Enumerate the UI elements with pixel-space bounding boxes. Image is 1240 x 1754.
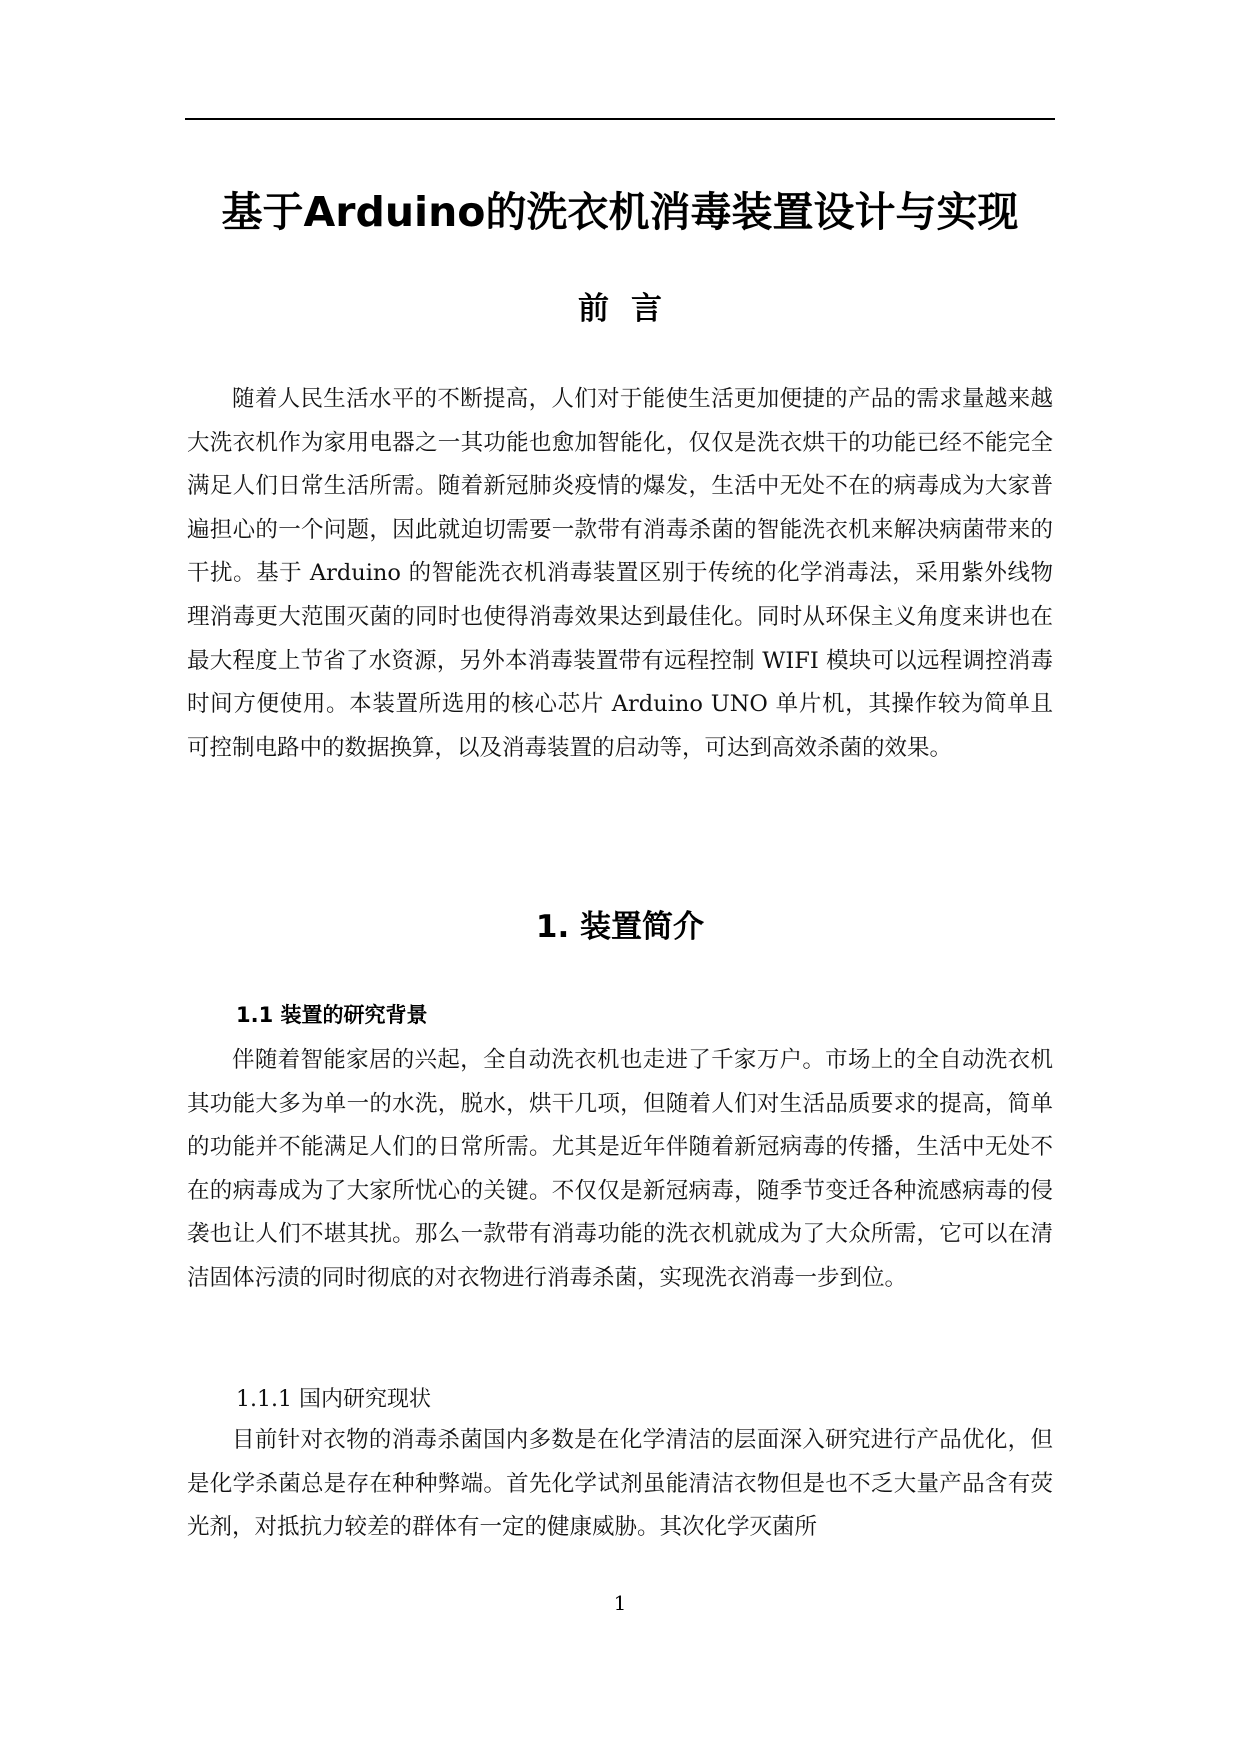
page-number: 1 xyxy=(613,1591,627,1615)
preface-body xyxy=(187,378,1053,770)
domestic-status-paragraph: 目前针对衣物的消毒杀菌国内多数是在化学清洁的层面深入研究进行产品优化，但是化学杀菌总是存在种种弊端。首先化学试剂虽能清洁衣物但是也不乏大量产品含有荧光剂，对抵抗力较差的群体有一定的健康威胁。其次化学灭菌所 xyxy=(187,1427,1053,1541)
background-paragraph: 伴随着智能家居的兴起，全自动洗衣机也走进了千家万户。市场上的全自动洗衣机其功能大多为单一的水洗，脱水，烘干几项，但随着人们对生活品质要求的提高，简单的功能并不能满足人们的日常所需。尤其是近年伴随着新冠病毒的传播，生活中无处不在的病毒成为了大家所忧心的关键。不仅仅是新冠病毒，随季节变迁各种流感病毒的侵袭也让人们不堪其扰。那么一款带有消毒功能的洗衣机就成为了大众所需，它可以在清洁固体污渍的同时彻底的对衣物进行消毒杀菌，实现洗衣消毒一步到位。 xyxy=(187,1047,1053,1291)
subsection-heading-background: 1.1 装置的研究背景 xyxy=(236,1003,428,1027)
background-body xyxy=(187,1039,1053,1301)
preface-paragraph: 随着人民生活水平的不断提高，人们对于能使生活更加便捷的产品的需求量越来越大洗衣机作为家用电器之一其功能也愈加智能化，仅仅是洗衣烘干的功能已经不能完全满足人们日常生活所需。随着新冠肺炎疫情的爆发，生活中无处不在的病毒成为大家普遍担心的一个问题，因此就迫切需要一款带有消毒杀菌的智能洗衣机来解决病菌带来的干扰。基于 Arduino 的智能洗衣机消毒装置区别于传统的化学消毒法，采用紫外线物理消毒更大范围灭菌的同时也使得消毒效果达到最佳化。同时从环保主义角度来讲也在最大程度上节省了水资源，另外本消毒装置带有远程控制 WIFI 模块可以远程调控消毒时间方便使用。本装置所选用的核心芯片 Arduino UNO 单片机，其操作较为简单且可控制电路中的数据换算，以及消毒装置的启动等，可达到高效杀菌的效果。 xyxy=(187,386,1053,761)
section-heading-introduction: 1. 装置简介 xyxy=(535,909,705,945)
document-title: 基于Arduino的洗衣机消毒装置设计与实现 xyxy=(221,188,1019,236)
preface-heading: 前言 xyxy=(578,291,684,327)
domestic-status-body xyxy=(187,1419,1053,1550)
header-rule xyxy=(185,118,1055,120)
subsubsection-heading-domestic-status: 1.1.1 国内研究现状 xyxy=(236,1387,431,1412)
